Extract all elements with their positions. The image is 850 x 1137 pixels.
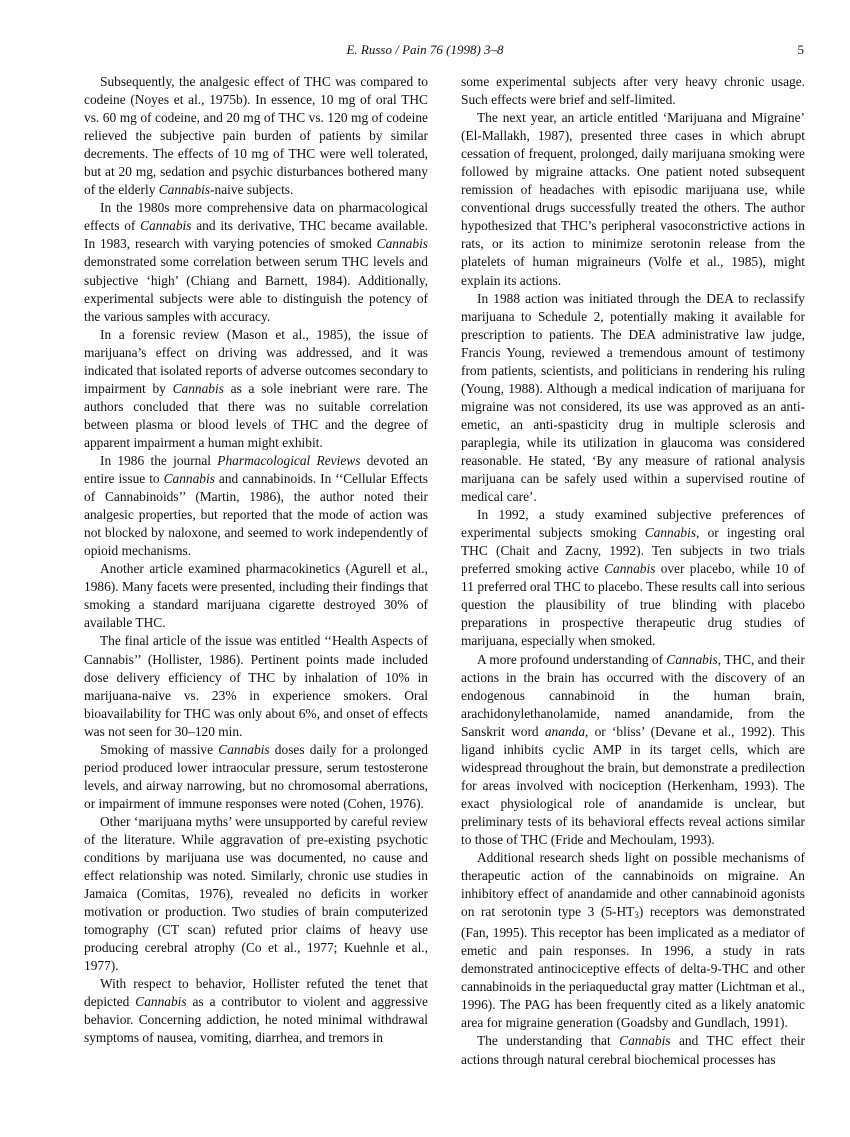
paragraph: The final article of the issue was entitled ‘‘Health Aspects of Cannabis’’ (Hollister, 1986). Pertinent points made included dose delivery efficiency of THC by inhalation of 10% in marijuana-naive vs. 23% in experience smokers. Oral bioavailability for THC was only about 6%, and onset of effects was not seen for 30–120 min. — [84, 633, 428, 739]
paragraph: Smoking of massive Cannabis doses daily for a prolonged period produced lower intraocular pressure, serum testosterone levels, and airway narrowing, but no chromosomal aberrations, or impairment of immune responses were noted (Cohen, 1976). — [84, 741, 428, 811]
page-number: 5 — [797, 42, 804, 57]
paragraph: With respect to behavior, Hollister refuted the tenet that depicted Cannabis as a contributor to violent and aggressive behavior. Concerning addiction, he noted minimal withdrawal symptoms of nausea, vomiting, diarrhea, and tremors in — [84, 976, 428, 1046]
left-column — [84, 73, 428, 1048]
paragraph: Subsequently, the analgesic effect of THC was compared to codeine (Noyes et al., 1975b). In essence, 10 mg of oral THC vs. 60 mg of codeine, and 20 mg of THC vs. 120 mg of codeine relieved the subjective pain burden of patients by similar decrements. The effects of 10 mg of THC were well tolerated, but at 20 mg, sedation and psychic disturbances bothered many of the elderly Cannabis-naive subjects. — [84, 74, 428, 198]
running-head: E. Russo / Pain 76 (1998) 3–8 — [346, 42, 504, 57]
paragraph: Another article examined pharmacokinetics (Agurell et al., 1986). Many facets were presented, including their findings that smoking a standard marijuana cigarette destroyed 30% of available THC. — [84, 561, 428, 631]
paragraph: In the 1980s more comprehensive data on pharmacological effects of Cannabis and its derivative, THC became available. In 1983, research with varying potencies of smoked Cannabis demonstrated some correlation between serum THC levels and subjective ‘high’ (Chiang and Barnett, 1984). Additionally, experimental subjects were able to distinguish the potency of the various samples with accuracy. — [84, 200, 428, 324]
page-header — [0, 42, 850, 60]
paragraph: Additional research sheds light on possible mechanisms of therapeutic action of the cannabinoids on migraine. An inhibitory effect of anandamide and other cannabinoid agonists on rat serotonin type 3 $(5-HT_3)$ receptors was demonstrated (Fan, 1995). This receptor has been implicated as a mediator of emetic and pain responses. In 1996, a study in rats demonstrated antinociceptive effects of delta-9-THC and other cannabinoids in the periaqueductal gray matter (Lichtman et al., 1996). The PAG has been frequently cited as a likely anatomic area for migraine generation (Goadsby and Gundlach, 1991). — [461, 850, 805, 1031]
paragraph: Other ‘marijuana myths’ were unsupported by careful review of the literature. While aggravation of pre-existing psychotic conditions by marijuana use was documented, no cause and effect relationship was noted. Similarly, chronic use studies in Jamaica (Comitas, 1976), revealed no deficits in worker motivation or production. Two studies of brain computerized tomography (CT scan) refuted prior claims of heavy use producing cerebral atrophy (Co et al., 1977; Kuehnle et al., 1977). — [84, 813, 428, 974]
paragraph: In 1988 action was initiated through the DEA to reclassify marijuana to Schedule 2, potentially making it available for prescription to patients. The DEA administrative law judge, Francis Young, reviewed a tremendous amount of testimony from patients, scientists, and politicians in rendering his ruling (Young, 1988). Although a medical indication of marijuana for migraine was not considered, its use was approved as an anti-emetic, an anti-spasticity drug in multiple sclerosis and paraplegia, while its utilization in glaucoma was considered reasonable. He stated, ‘By any measure of rational analysis marijuana can be safely used within a supervised routine of medical care’. — [461, 290, 805, 505]
paragraph: The next year, an article entitled ‘Marijuana and Migraine’ (El-Mallakh, 1987), presented three cases in which abrupt cessation of frequent, prolonged, daily marijuana smoking were followed by migraine attacks. One patient noted subsequent remission of headaches with episodic marijuana use, while conventional drugs successfully treated the others. The author hypothesized that THC’s peripheral vasoconstrictive actions in rats, or its action to minimize serotonin release from the platelets of human migraineurs (Volfe et al., 1985), might explain its actions. — [461, 110, 805, 288]
paragraph: In a forensic review (Mason et al., 1985), the issue of marijuana’s effect on driving was addressed, and it was indicated that isolated reports of adverse outcomes secondary to impairment by Cannabis as a sole inebriant were rare. The authors concluded that there was no suitable correlation between plasma or blood levels of THC and the degree of apparent impairment a human might exhibit. — [84, 326, 428, 450]
paragraph: some experimental subjects after very heavy chronic usage. Such effects were brief and self-limited. — [461, 74, 805, 108]
right-column — [461, 73, 805, 1069]
paragraph: A more profound understanding of Cannabis, THC, and their actions in the brain has occurred with the discovery of an endogenous cannabinoid in the human brain, arachidonylethanolamide, named anandamide, from the Sanskrit word ananda, or ‘bliss’ (Devane et al., 1992). This ligand inhibits cyclic AMP in its target cells, which are widespread throughout the brain, but demonstrate a predilection for areas involved with nociception (Herkenham, 1993). The exact physiological role of anandamide is unclear, but preliminary tests of its behavioral effects reveal actions similar to those of THC (Fride and Mechoulam, 1993). — [461, 651, 805, 847]
paragraph: In 1986 the journal Pharmacological Reviews devoted an entire issue to Cannabis and cannabinoids. In ‘‘Cellular Effects of Cannabinoids’’ (Martin, 1986), the author noted their analgesic properties, but reported that the mode of action was not blocked by naloxone, and seemed to work independently of opioid mechanisms. — [84, 452, 428, 559]
paragraph: The understanding that Cannabis and THC effect their actions through natural cerebral biochemical processes has — [461, 1033, 805, 1067]
paragraph: In 1992, a study examined subjective preferences of experimental subjects smoking Cannabis, or ingesting oral THC (Chait and Zacny, 1992). Ten subjects in two trials preferred smoking active Cannabis over placebo, while 10 of 11 preferred oral THC to placebo. These results call into serious question the plausibility of true blinding with placebo preparations in prospective therapeutic drug studies of marijuana, especially when smoked. — [461, 507, 805, 649]
